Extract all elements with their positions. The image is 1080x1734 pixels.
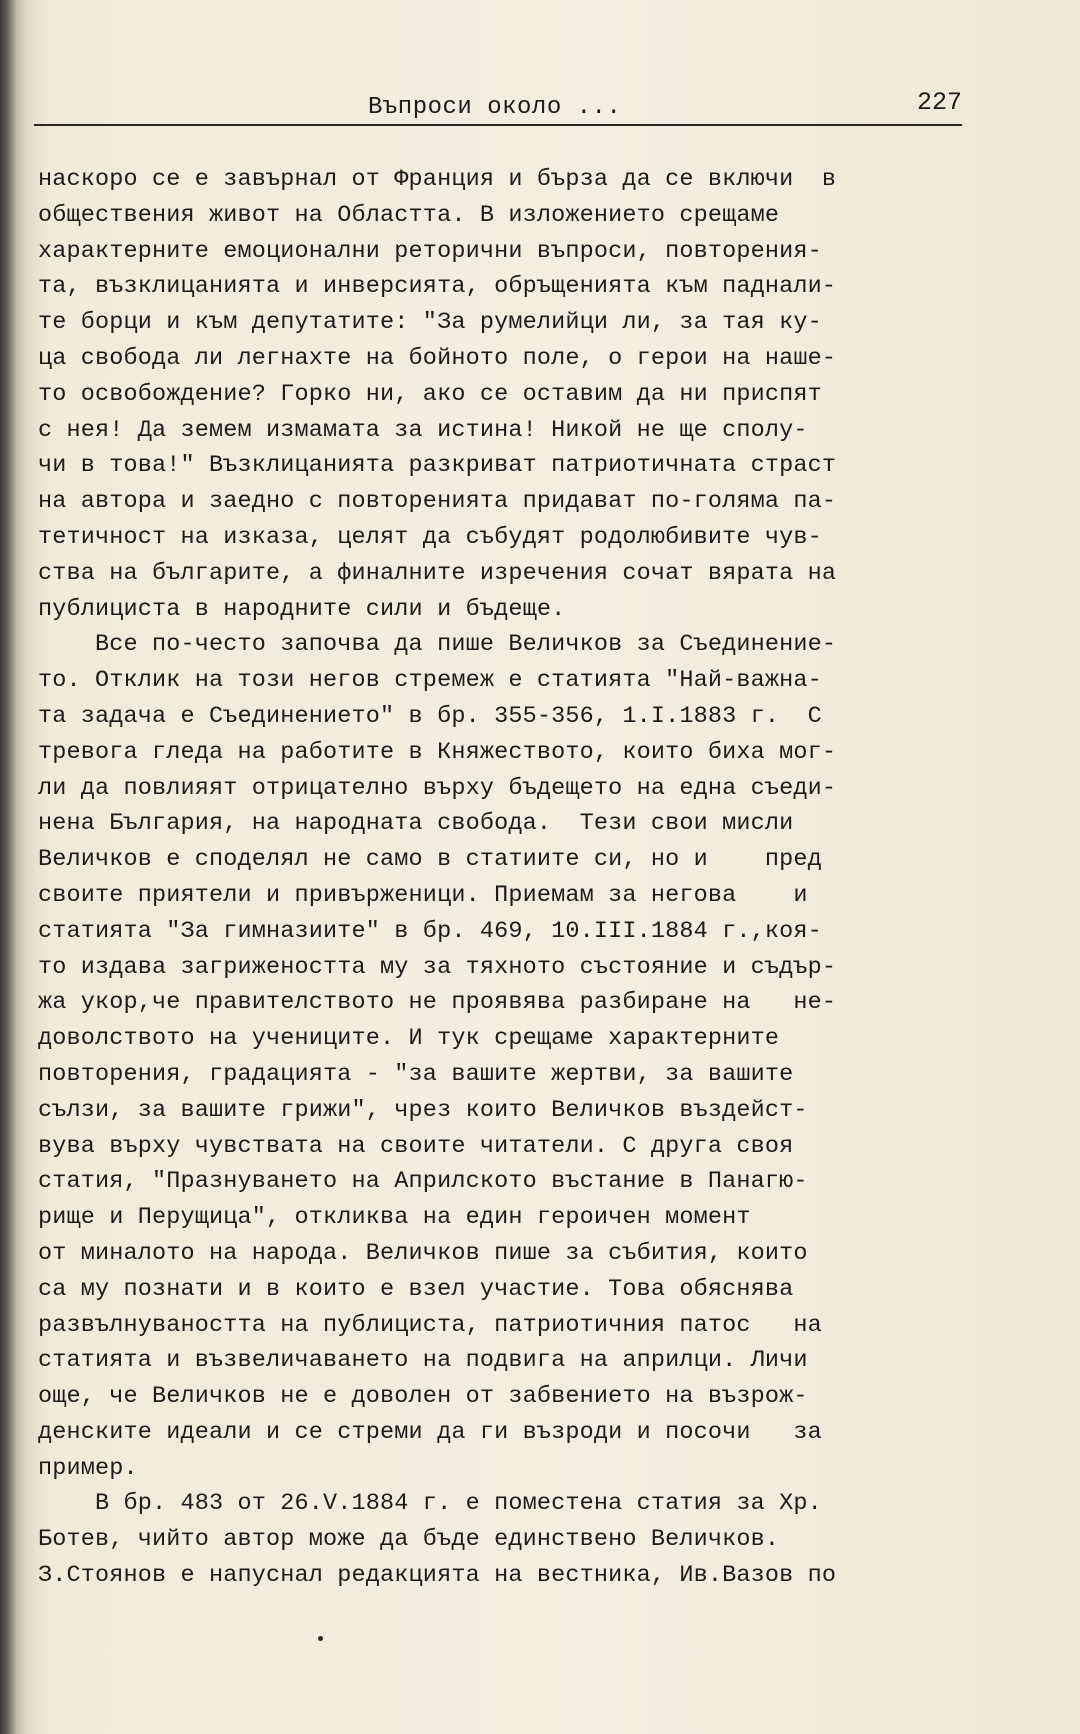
body-text <box>38 162 1038 1594</box>
text-line: нена България, на народната свобода. Тези свои мисли <box>38 810 794 838</box>
text-line: ства на българите, а финалните изречения сочат вярата на <box>38 559 837 587</box>
text-line: то издава загрижеността му за тяхното състояние и съдър- <box>38 953 837 981</box>
text-line: доволството на учениците. И тук срещаме характерните <box>38 1025 780 1053</box>
text-line: характерните емоционални реторични въпроси, повторения- <box>38 237 822 265</box>
text-line: ца свобода ли легнахте на бойното поле, о герои на наше- <box>38 344 837 372</box>
text-line: тетичност на изказа, целят да събудят родолюбивите чув- <box>38 523 822 551</box>
text-line: З.Стоянов е напуснал редакцията на вестника, Ив.Вазов по <box>38 1562 837 1590</box>
running-head: Въпроси около ... <box>368 94 622 121</box>
text-line: повторения, градацията - "за вашите жертви, за вашите <box>38 1060 794 1088</box>
page-number: 227 <box>916 88 962 117</box>
text-line: вува върху чувствата на своите читатели. С друга своя <box>38 1132 794 1160</box>
header-rule <box>34 124 962 126</box>
text-line: с нея! Да земем измамата за истина! Никой не ще сполу- <box>38 416 808 444</box>
text-line: своите приятели и привърженици. Приемам за негова и <box>38 881 808 909</box>
text-line: наскоро се е завърнал от Франция и бърза да се включи в <box>38 166 837 193</box>
text-line: те борци и към депутатите: "За румелийци ли, за тая ку- <box>38 309 822 337</box>
page-header <box>34 86 962 126</box>
text-line: то освобождение? Горко ни, ако се оставим да ни приспят <box>38 380 822 408</box>
text-line: още, че Величков не е доволен от забвението на възрож- <box>38 1383 808 1411</box>
text-line: то. Отклик на този негов стремеж е статията "Най-важна- <box>38 667 822 695</box>
text-line: чи в това!" Възклицанията разкриват патриотичната страст <box>38 452 837 480</box>
scan-speck <box>318 1636 323 1641</box>
text-line: статията "За гимназиите" в бр. 469, 10.III.1884 г.,коя- <box>38 917 822 945</box>
text-line: Все по-често започва да пише Величков за Съединение- <box>38 631 837 659</box>
text-line: Величков е споделял не само в статиите си, но и пред <box>38 846 822 874</box>
text-line: обществения живот на Областта. В изложението срещаме <box>38 201 780 229</box>
text-line: статия, "Празнуването на Априлското въстание в Панагю- <box>38 1168 808 1196</box>
text-line: статията и възвеличаването на подвига на априлци. Личи <box>38 1347 808 1375</box>
text-line: тревога гледа на работите в Княжеството, които биха мог- <box>38 738 837 766</box>
text-line: пример. <box>38 1454 138 1482</box>
text-line: са му познати и в които е взел участие. Това обяснява <box>38 1275 794 1303</box>
text-line: развълнуваността на публициста, патриотичния патос на <box>38 1311 822 1339</box>
text-line: жа укор,че правителството не проявява разбиране на не- <box>38 989 837 1017</box>
text-line: денските идеали и се стреми да ги възроди и посочи за <box>38 1418 822 1446</box>
text-line: ли да повлияят отрицателно върху бъдещето на една съеди- <box>38 774 837 802</box>
text-line: сълзи, за вашите грижи", чрез които Величков въздейст- <box>38 1096 808 1124</box>
text-line: та задача е Съединението" в бр. 355-356, 1.I.1883 г. С <box>38 702 822 730</box>
text-line: от миналото на народа. Величков пише за събития, които <box>38 1239 808 1267</box>
text-line: рище и Перущица", откликва на един героичен момент <box>38 1204 751 1232</box>
text-line: публициста в народните сили и бъдеще. <box>38 595 566 623</box>
text-line: на автора и заедно с повторенията придават по-голяма па- <box>38 488 837 516</box>
text-line: В бр. 483 от 26.V.1884 г. е поместена статия за Хр. <box>38 1490 822 1518</box>
text-line: та, възклицанията и инверсията, обръщенията към паднали- <box>38 273 837 301</box>
text-line: Ботев, чийто автор може да бъде единствено Величков. <box>38 1526 780 1554</box>
